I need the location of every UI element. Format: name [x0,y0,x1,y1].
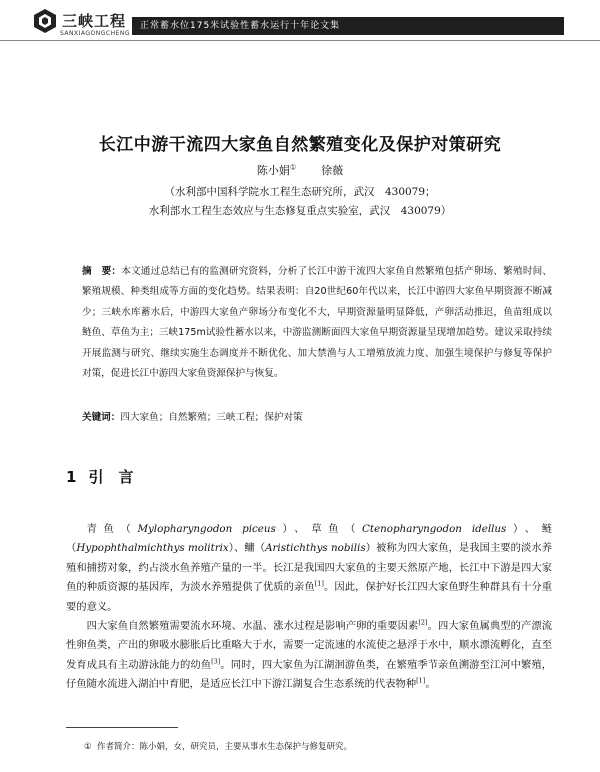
text-run: 。四大家鱼属典型的产漂流性卵鱼类，产出的卵吸水膨胀后比重略大于水，需要一定流速的水流使之悬浮于水中，顺水漂流孵化，直至发育成具有主动游泳能力的幼鱼 [66,620,553,671]
text-run: 。因此，保护好长江四大家鱼野生种群具有十分重要的意义。 [66,581,553,613]
abstract [82,262,552,384]
text-run: 。 [425,678,436,691]
species-name: Mylopharyngodon piceus [137,523,276,535]
affiliation-line: 水利部水工程生态效应与生态修复重点实验室，武汉 430079） [148,205,452,217]
author-footnote [84,740,352,752]
species-name: Aristichthys nobilis [265,542,366,555]
paper-title: 长江中游干流四大家鱼自然繁殖变化及保护对策研究 [98,135,502,155]
citation-ref: [1] [314,579,324,588]
citation-ref: [3] [211,657,221,666]
citation-ref: [2] [418,618,428,627]
species-name: Hypophthalmichthys molitrix [76,542,229,555]
section-title: 引 言 [88,468,134,486]
section-heading [66,466,133,487]
footnote-text: 作者简介：陈小娟，女，研究员，主要从事水生态保护与修复研究。 [97,742,353,752]
keywords [82,409,552,423]
keywords-label: 关键词： [82,412,121,423]
author-line [0,162,600,178]
species-name: Ctenopharyngodon idellus [362,523,507,535]
affiliation-line: （水利部中国科学院水工程生态研究所，武汉 430079； [164,186,436,198]
citation-ref: [1] [416,676,426,685]
section-number: 1 [66,468,77,486]
text-run: ）、鳙（ [228,542,266,555]
text-run: 青鱼（ [86,523,138,535]
logo-subtext: SANXIAGONGCHENG [60,30,131,37]
text-run: ）、草鱼（ [275,523,363,535]
author-name: 徐薇 [321,164,344,177]
body-paragraph [66,520,552,617]
footnote-mark: ① [84,742,92,752]
body-text [66,520,552,695]
logo-text: 三峡工程 [62,12,127,30]
text-run: ）被称为四大家鱼，是我国主要的淡水养殖和捕捞对象，约占淡水鱼养殖产量的一半。长江是我国四大家鱼的主要天然原产地，长江中下游是四大家鱼的种质资源的基因库，为淡水养殖提供了优质的亲鱼 [66,542,553,594]
abstract-text: 本文通过总结已有的监测研究资料，分析了长江中游干流四大家鱼自然繁殖包括产卵场、繁殖时间、繁殖规模、种类组成等方面的变化趋势。结果表明：自20世纪60年代以来，长江中游四大家鱼早期资源不断减少；三峡水库蓄水后，中游四大家鱼产卵场分布变化不大，早期资源量明显降低，产卵活动推迟，鱼苗组成以鲢鱼、草鱼为主；三峡175m试验性蓄水以来，中游监测断面四大家鱼早期资源量呈现增加趋势。建议采取持续开展监测与研究、继续实施生态调度并不断优化、加大禁渔与人工增殖放流力度、加强生境保护与修复等保护对策，促进长江中游四大家鱼资源保护与恢复。 [82,266,553,380]
text-run: 四大家鱼自然繁殖需要流水环境、水温、涨水过程是影响产卵的重要因素 [86,620,419,633]
body-paragraph [66,617,552,695]
author-name: 陈小娟 [256,164,290,177]
footnote-divider [66,727,178,728]
text-run: ）、鲢（ [66,523,553,555]
author-footnote-mark: ① [289,163,297,172]
header-divider [0,40,600,41]
abstract-label: 摘 要： [82,266,122,277]
text-run: 。同时，四大家鱼为江湖洄游鱼类，在繁殖季节亲鱼溯游至江河中繁殖，仔鱼随水流进入湖泊中育肥，是适应长江中下游江湖复合生态系统的代表物种 [66,658,553,691]
header-banner: 正常蓄水位175米试验性蓄水运行十年论文集 [132,17,564,35]
running-header [0,0,600,46]
hexagon-logo-icon [32,8,58,34]
keywords-text: 四大家鱼；自然繁殖；三峡工程；保护对策 [120,412,303,423]
